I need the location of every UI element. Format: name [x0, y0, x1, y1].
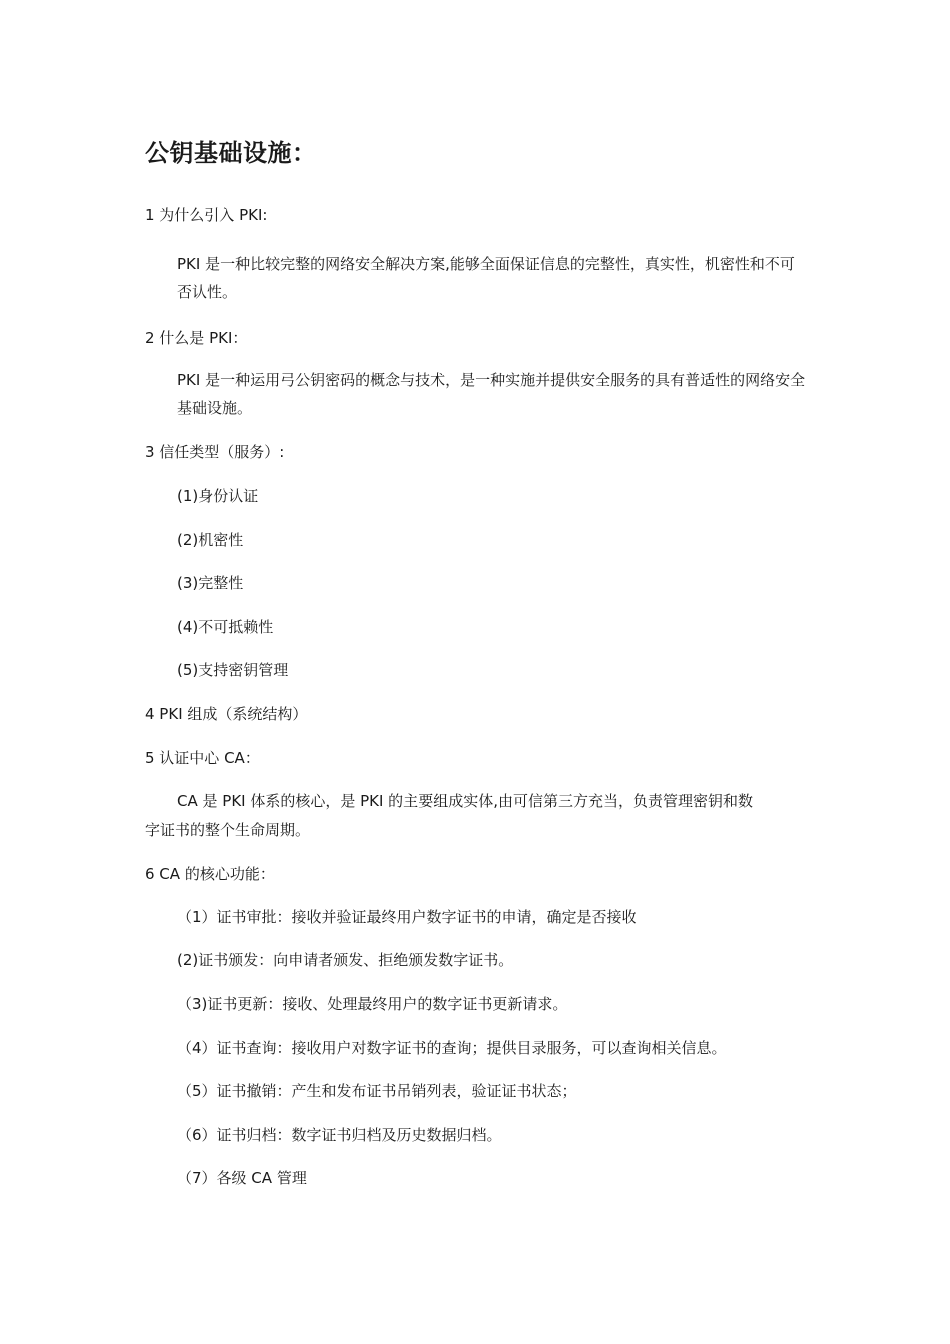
list-item: (4)不可抵赖性 — [177, 618, 274, 636]
list-item: (3)完整性 — [177, 574, 244, 592]
section-6-heading: 6 CA 的核心功能： — [145, 865, 275, 883]
list-item: （4）证书查询：接收用户对数字证书的查询；提供目录服务，可以查询相关信息。 — [177, 1039, 727, 1057]
section-5-body-line-1: CA 是 PKI 体系的核心，是 PKI 的主要组成实体,由可信第三方充当，负责管理密钥和数 — [177, 792, 753, 810]
list-item: （7）各级 CA 管理 — [177, 1169, 307, 1187]
section-5-heading: 5 认证中心 CA： — [145, 749, 260, 767]
list-item: （6）证书归档：数字证书归档及历史数据归档。 — [177, 1126, 502, 1144]
list-item: (1)身份认证 — [177, 487, 259, 505]
list-item: (5)支持密钥管理 — [177, 661, 289, 679]
list-item: （5）证书撤销：产生和发布证书吊销列表，验证证书状态； — [177, 1082, 577, 1100]
page-title: 公钥基础设施： — [145, 139, 317, 167]
section-3-heading: 3 信任类型（服务）: — [145, 443, 285, 461]
list-item: （3)证书更新：接收、处理最终用户的数字证书更新请求。 — [177, 995, 568, 1013]
section-1-body: PKI 是一种比较完整的网络安全解决方案,能够全面保证信息的完整性，真实性，机密性和不可否认性。 — [177, 255, 795, 301]
list-item: (2)机密性 — [177, 531, 244, 549]
list-item: (2)证书颁发：向申请者颁发、拒绝颁发数字证书。 — [177, 951, 514, 969]
section-5-body-line-2: 字证书的整个生命周期。 — [145, 821, 311, 839]
section-4-heading: 4 PKI 组成（系统结构） — [145, 705, 308, 723]
list-item: （1）证书审批：接收并验证最终用户数字证书的申请，确定是否接收 — [177, 908, 637, 926]
section-2-heading: 2 什么是 PKI： — [145, 329, 248, 347]
section-1-heading: 1 为什么引入 PKI: — [145, 206, 268, 224]
section-2-body: PKI 是一种运用弓公钥密码的概念与技术，是一种实施并提供安全服务的具有普适性的网络安全基础设施。 — [177, 371, 806, 417]
